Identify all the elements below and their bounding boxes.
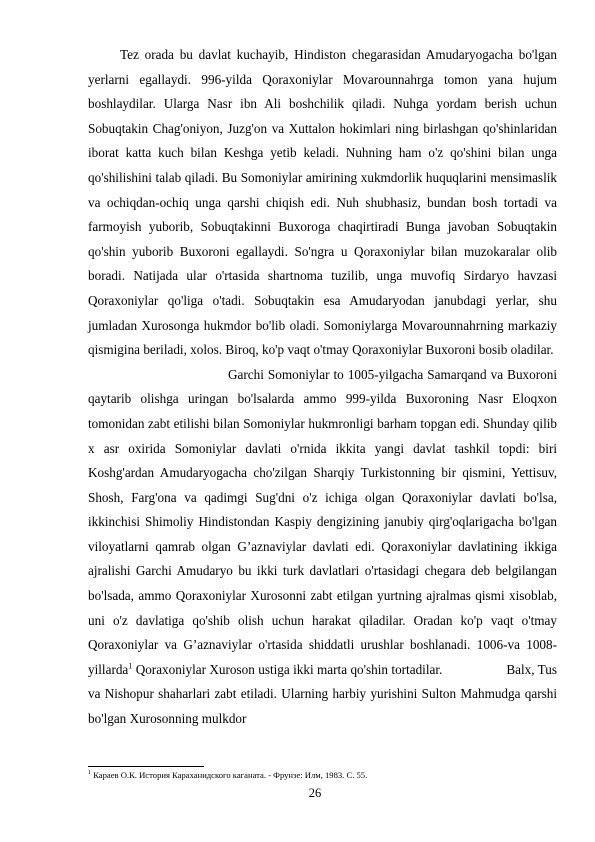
- paragraph-2: [88, 363, 557, 732]
- footnote-text: Караев О.К. История Караханидского каганата. - Фрунзе: Илм, 1983. С. 55.: [93, 770, 368, 780]
- footnote-marker: 1: [88, 770, 91, 777]
- footnote-reference[interactable]: 1: [128, 661, 133, 671]
- page-number: 26: [308, 786, 322, 800]
- paragraph-2-tail: Qoraxoniylar Xuroson ustiga ikki marta qo'shin tortadilar.: [135, 661, 443, 677]
- paragraph-1: Tez orada bu davlat kuchayib, Hindiston chegarasidan Amudaryogacha bo'lgan yerlarni egallaydi. 996-yilda Qoraxoniylar Movarounnahrga tomon yana hujum boshlaydilar. Ularga Nasr ibn Ali boshchilik qiladi. Nuhga yordam berish uchun Sobuqtakin Chag'oniyon, Juzg'on va Xuttalon hokimlari ning birlashgan qo'shinlaridan iborat katta kuch bilan Keshga yetib keladi. Nuhning ham o'z qo'shini bilan unga qo'shilishini talab qiladi. Bu Somoniylar amirining xukmdorlik huquqlarini mensimaslik va ochiqdan-ochiq unga qarshi chiqish edi. Nuh shubhasiz, bundan bosh tortadi va farmoyish yuborib, Sobuqtakinni Buxoroga chaqirtiradi Bunga javoban Sobuqtakin qo'shin yuborib Buxoroni egallaydi. So'ngra u Qoraxoniylar bilan muzokaralar olib boradi. Natijada ular o'rtasida shartnoma tuzilib, unga muvofiq Sirdaryo havzasi Qoraxoniylar qo'liga o'tadi. Sobuqtakin esa Amudaryodan janubdagi yerlar, shu jumladan Xurosonga hukmdor bo'lib oladi. Somoniylarga Movarounnahrning markaziy qismigina beriladi, xolos. Biroq, ko'p vaqt o'tmay Qoraxoniylar Buxoroni bosib oladilar.: [88, 47, 557, 358]
- footnote-divider: [88, 766, 204, 767]
- paragraph-3-text: Balx, Tus va Nishopur shaharlari zabt etiladi. Ularning harbiy yurishini Sulton Mahmudga qarshi bo'lgan Xurosonning mulkdor: [88, 661, 557, 727]
- paragraph-2-text: Garchi Somoniylar to 1005-yilgacha Samarqand va Buxoroni qaytarib olishga uringan bo'lsalarda ammo 999-yilda Buxoroning Nasr Eloqxon tomonidan zabt etilishi bilan Somoniylar hukmronligi barham topgan edi. Shunday qilib x asr oxirida Somoniylar davlati o'rnida ikkita yangi davlat tashkil topdi: biri Koshg'ardan Amudaryogacha cho'zilgan Sharqiy Turkistonning bir qismini, Yettisuv, Shosh, Farg'ona va qadimgi Sug'dni o'z ichiga olgan Qoraxoniylar davlati bo'lsa, ikkinchisi Shimoliy Hindistondan Kaspiy dengizining janubiy qirg'oqlarigacha bo'lgan viloyatlarni qamrab olgan G’aznaviylar davlati edi. Qoraxoniylar davlatining ikkiga ajralishi Garchi Amudaryo bu ikki turk davlatlari o'rtasidagi chegara deb belgilangan bo'lsada, ammo Qoraxoniylar Xurosonni zabt etilgan yurtning ajralmas qismi xisoblab, uni o'z davlatiga qo'shib olish uchun harakat qiladilar. Oradan ko'p vaqt o'tmay Qoraxoniylar va G’aznaviylar o'rtasida shiddatli urushlar boshlanadi. 1006-va 1008-yillarda: [88, 366, 557, 677]
- body-text: [88, 43, 557, 732]
- footnote: [88, 770, 557, 781]
